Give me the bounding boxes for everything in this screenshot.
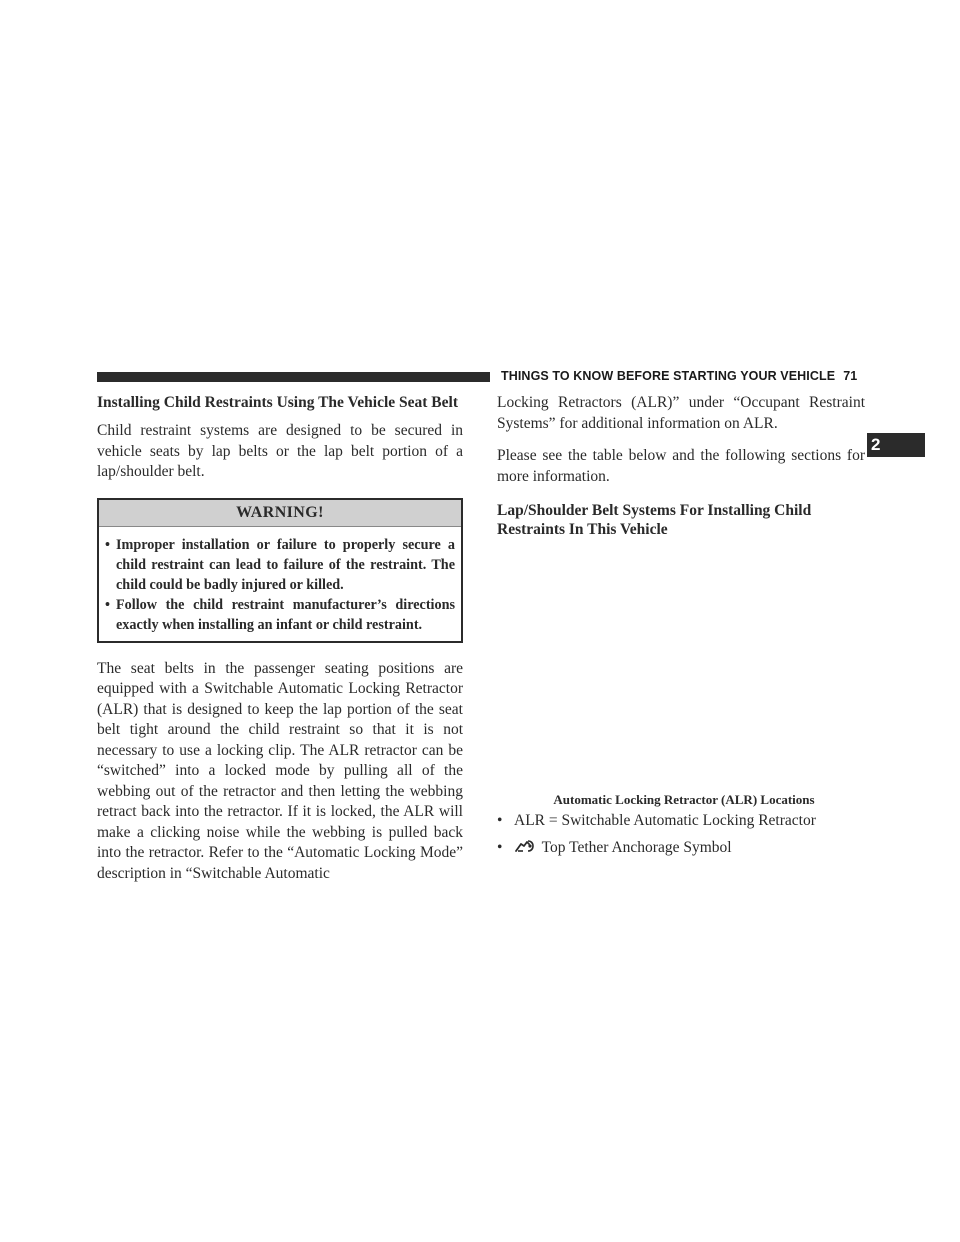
- alr-locations-figure: [497, 548, 865, 792]
- continued-paragraph: Locking Retractors (ALR)” under “Occupant Restraint Systems” for additional information on ALR.: [497, 394, 865, 432]
- legend-item-alr: [497, 811, 865, 831]
- top-tether-anchorage-icon: [514, 839, 536, 853]
- warning-box: [97, 498, 463, 643]
- warning-item-text: Improper installation or failure to properly secure a child restraint can lead to failure of the restraint. The child could be badly injured or killed.: [116, 536, 455, 593]
- page-number: 71: [843, 369, 858, 383]
- section-heading-seat-belt: Installing Child Restraints Using The Vehicle Seat Belt: [97, 394, 458, 411]
- chapter-tab: 2: [867, 433, 925, 457]
- legend-item-text: Top Tether Anchorage Symbol: [541, 839, 732, 856]
- header-rule-bar: [97, 372, 490, 382]
- bullet-icon: •: [105, 536, 110, 553]
- alr-description-paragraph: The seat belts in the passenger seating positions are equipped with a Switchable Automatic Locking Retractor (ALR) that is designed to keep the lap portion of the seat belt tight around the child restraint so that it is not necessary to use a locking clip. The ALR retractor can be “switched” into a locked mode by pulling all of the webbing out of the retractor and then letting the webbing retract back into the retractor. If it is locked, the ALR will make a clicking noise while the webbing is pulled back into the retractor. Refer to the “Automatic Locking Mode” description in “Switchable Automatic: [97, 659, 463, 882]
- intro-paragraph: Child restraint systems are designed to be secured in vehicle seats by lap belts or the lap belt portion of a lap/shoulder belt.: [97, 422, 463, 480]
- warning-item: [105, 535, 455, 595]
- legend-item-top-tether: [497, 838, 865, 858]
- warning-item-text: Follow the child restraint manufacturer’s directions exactly when installing an infant or child restraint.: [116, 596, 455, 633]
- bullet-icon: •: [105, 596, 110, 613]
- warning-body: [99, 527, 461, 641]
- legend-item-text: ALR = Switchable Automatic Locking Retractor: [514, 812, 816, 829]
- right-column: [497, 393, 865, 865]
- running-header: [501, 369, 857, 383]
- left-column: [97, 393, 463, 884]
- bullet-icon: •: [497, 839, 503, 856]
- see-table-paragraph: Please see the table below and the following sections for more information.: [497, 447, 865, 485]
- section-title: THINGS TO KNOW BEFORE STARTING YOUR VEHICLE: [501, 369, 836, 383]
- warning-item: [105, 595, 455, 635]
- section-heading-lap-shoulder: Lap/Shoulder Belt Systems For Installing Child Restraints In This Vehicle: [497, 502, 812, 538]
- bullet-icon: •: [497, 812, 503, 829]
- figure-caption: Automatic Locking Retractor (ALR) Locations: [553, 792, 815, 807]
- warning-title: WARNING!: [99, 500, 461, 527]
